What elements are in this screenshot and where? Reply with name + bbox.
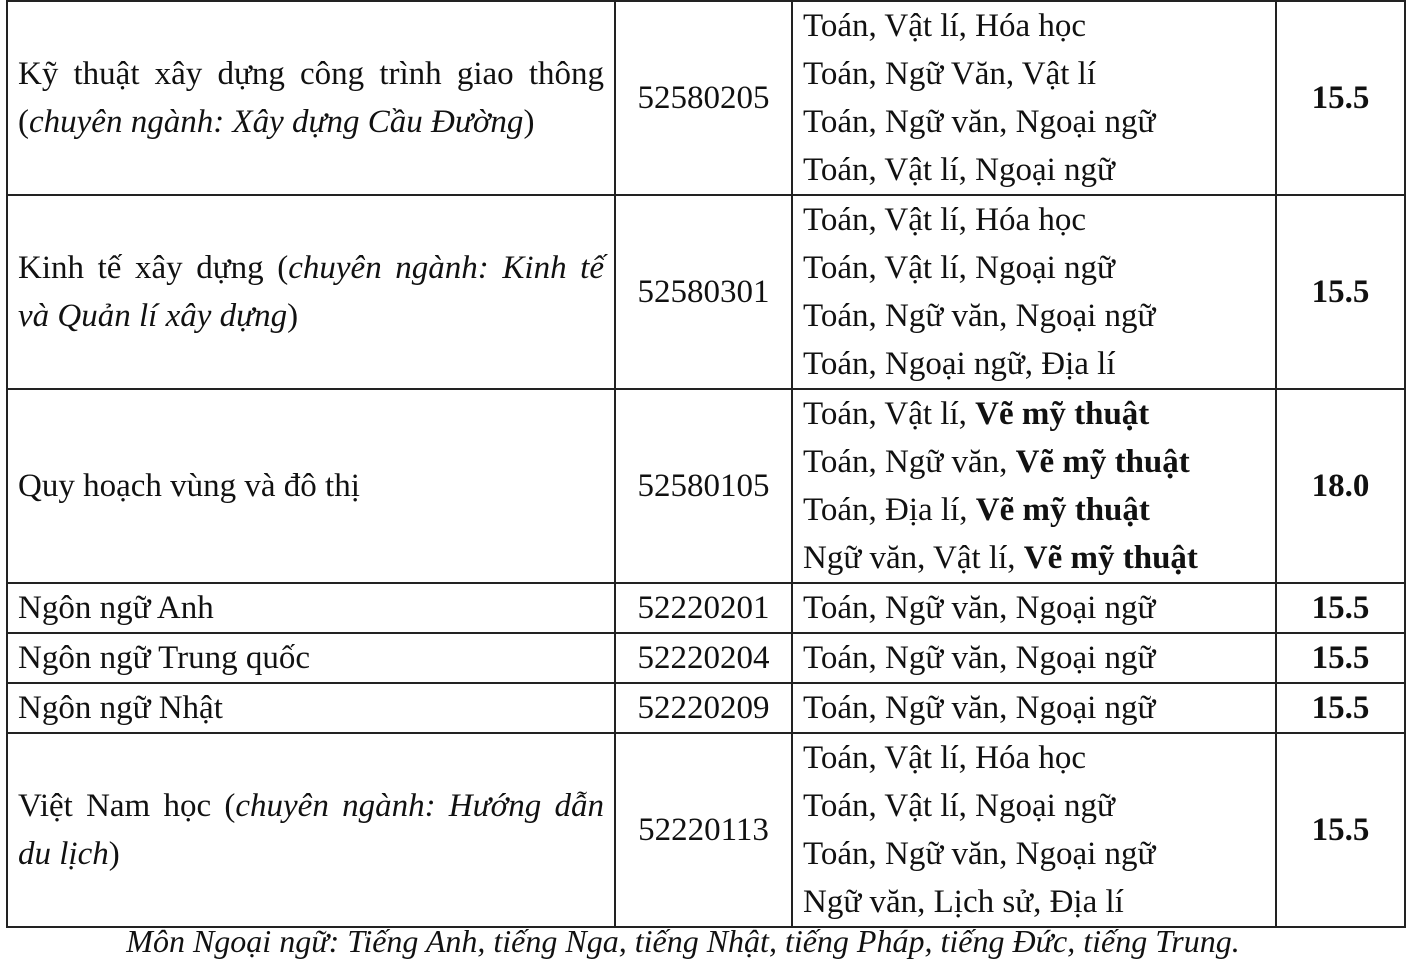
subject-combination: Toán, Vật lí, Hóa học — [803, 8, 1087, 44]
subject-combinations-cell — [792, 195, 1276, 389]
admission-score: 15.5 — [1276, 583, 1405, 633]
table-row — [7, 733, 1405, 927]
table-row — [7, 633, 1405, 683]
subject-combinations-cell — [792, 733, 1276, 927]
major-cell — [7, 633, 615, 683]
admission-score: 15.5 — [1276, 633, 1405, 683]
table-row — [7, 195, 1405, 389]
subject-combination: Toán, Vật lí, Hóa học — [803, 202, 1087, 238]
subject-combinations-cell — [792, 389, 1276, 583]
subject-combination: Toán, Ngữ văn, Ngoại ngữ — [803, 640, 1156, 676]
major-name-end: ) — [287, 298, 299, 334]
subject-combination: Toán, Ngữ văn, Ngoại ngữ — [803, 104, 1156, 140]
major-specialization: chuyên ngành: Xây dựng Cầu Đường — [29, 104, 524, 140]
major-code: 52220201 — [615, 583, 792, 633]
major-code: 52580205 — [615, 1, 792, 195]
major-code: 52580301 — [615, 195, 792, 389]
admission-score: 15.5 — [1276, 1, 1405, 195]
table-row — [7, 683, 1405, 733]
major-cell — [7, 683, 615, 733]
subject-combination: Toán, Vật lí, Ngoại ngữ — [803, 152, 1115, 188]
table-row — [7, 389, 1405, 583]
major-name: Ngôn ngữ Trung quốc — [18, 640, 311, 676]
subject-combination: Toán, Ngữ văn, Ngoại ngữ — [803, 836, 1156, 872]
admission-score: 15.5 — [1276, 195, 1405, 389]
major-specialization: chuyên ngành: Hướng dẫn du lịch — [18, 788, 604, 872]
subject-combination: Toán, Ngữ văn, Vẽ mỹ thuật — [803, 444, 1190, 480]
major-name: Quy hoạch vùng và đô thị — [18, 468, 360, 504]
major-name-end: ) — [523, 104, 535, 140]
subject-combinations-cell — [792, 583, 1276, 633]
admission-score: 15.5 — [1276, 683, 1405, 733]
major-name: Ngôn ngữ Anh — [18, 590, 214, 626]
major-code: 52220204 — [615, 633, 792, 683]
major-cell — [7, 389, 615, 583]
subject-combination: Ngữ văn, Lịch sử, Địa lí — [803, 884, 1124, 920]
major-cell — [7, 583, 615, 633]
major-code: 52220209 — [615, 683, 792, 733]
subject-combinations-cell — [792, 683, 1276, 733]
subject-combination: Toán, Vật lí, Vẽ mỹ thuật — [803, 396, 1150, 432]
major-name: Kinh tế xây dựng ( — [18, 250, 289, 286]
subject-combination: Toán, Vật lí, Hóa học — [803, 740, 1087, 776]
subject-combination: Toán, Ngoại ngữ, Địa lí — [803, 346, 1116, 382]
major-name-end: ) — [108, 836, 120, 872]
subject-combination: Ngữ văn, Vật lí, Vẽ mỹ thuật — [803, 540, 1198, 576]
subject-combination: Toán, Vật lí, Ngoại ngữ — [803, 250, 1115, 286]
subject-combination: Toán, Ngữ văn, Ngoại ngữ — [803, 590, 1156, 626]
subject-combination: Toán, Ngữ Văn, Vật lí — [803, 56, 1096, 92]
major-cell — [7, 195, 615, 389]
subject-combination: Toán, Vật lí, Ngoại ngữ — [803, 788, 1115, 824]
foreign-language-footnote: Môn Ngoại ngữ: Tiếng Anh, tiếng Nga, tiếng Nhật, tiếng Pháp, tiếng Đức, tiếng Trung. — [126, 923, 1240, 959]
major-specialization: chuyên ngành: Kinh tế và Quản lí xây dựng — [18, 250, 604, 334]
major-cell — [7, 733, 615, 927]
admission-score: 18.0 — [1276, 389, 1405, 583]
major-name: Việt Nam học ( — [18, 788, 236, 824]
major-code: 52580105 — [615, 389, 792, 583]
major-name: Kỹ thuật xây dựng công trình giao thông ( — [18, 56, 604, 140]
subject-combinations-cell — [792, 633, 1276, 683]
major-cell — [7, 1, 615, 195]
table-row — [7, 583, 1405, 633]
table-row — [7, 1, 1405, 195]
admission-score-table — [6, 0, 1406, 928]
subject-combination: Toán, Địa lí, Vẽ mỹ thuật — [803, 492, 1150, 528]
major-name: Ngôn ngữ Nhật — [18, 690, 223, 726]
major-code: 52220113 — [615, 733, 792, 927]
admission-score: 15.5 — [1276, 733, 1405, 927]
subject-combination: Toán, Ngữ văn, Ngoại ngữ — [803, 298, 1156, 334]
subject-combinations-cell — [792, 1, 1276, 195]
subject-combination: Toán, Ngữ văn, Ngoại ngữ — [803, 690, 1156, 726]
